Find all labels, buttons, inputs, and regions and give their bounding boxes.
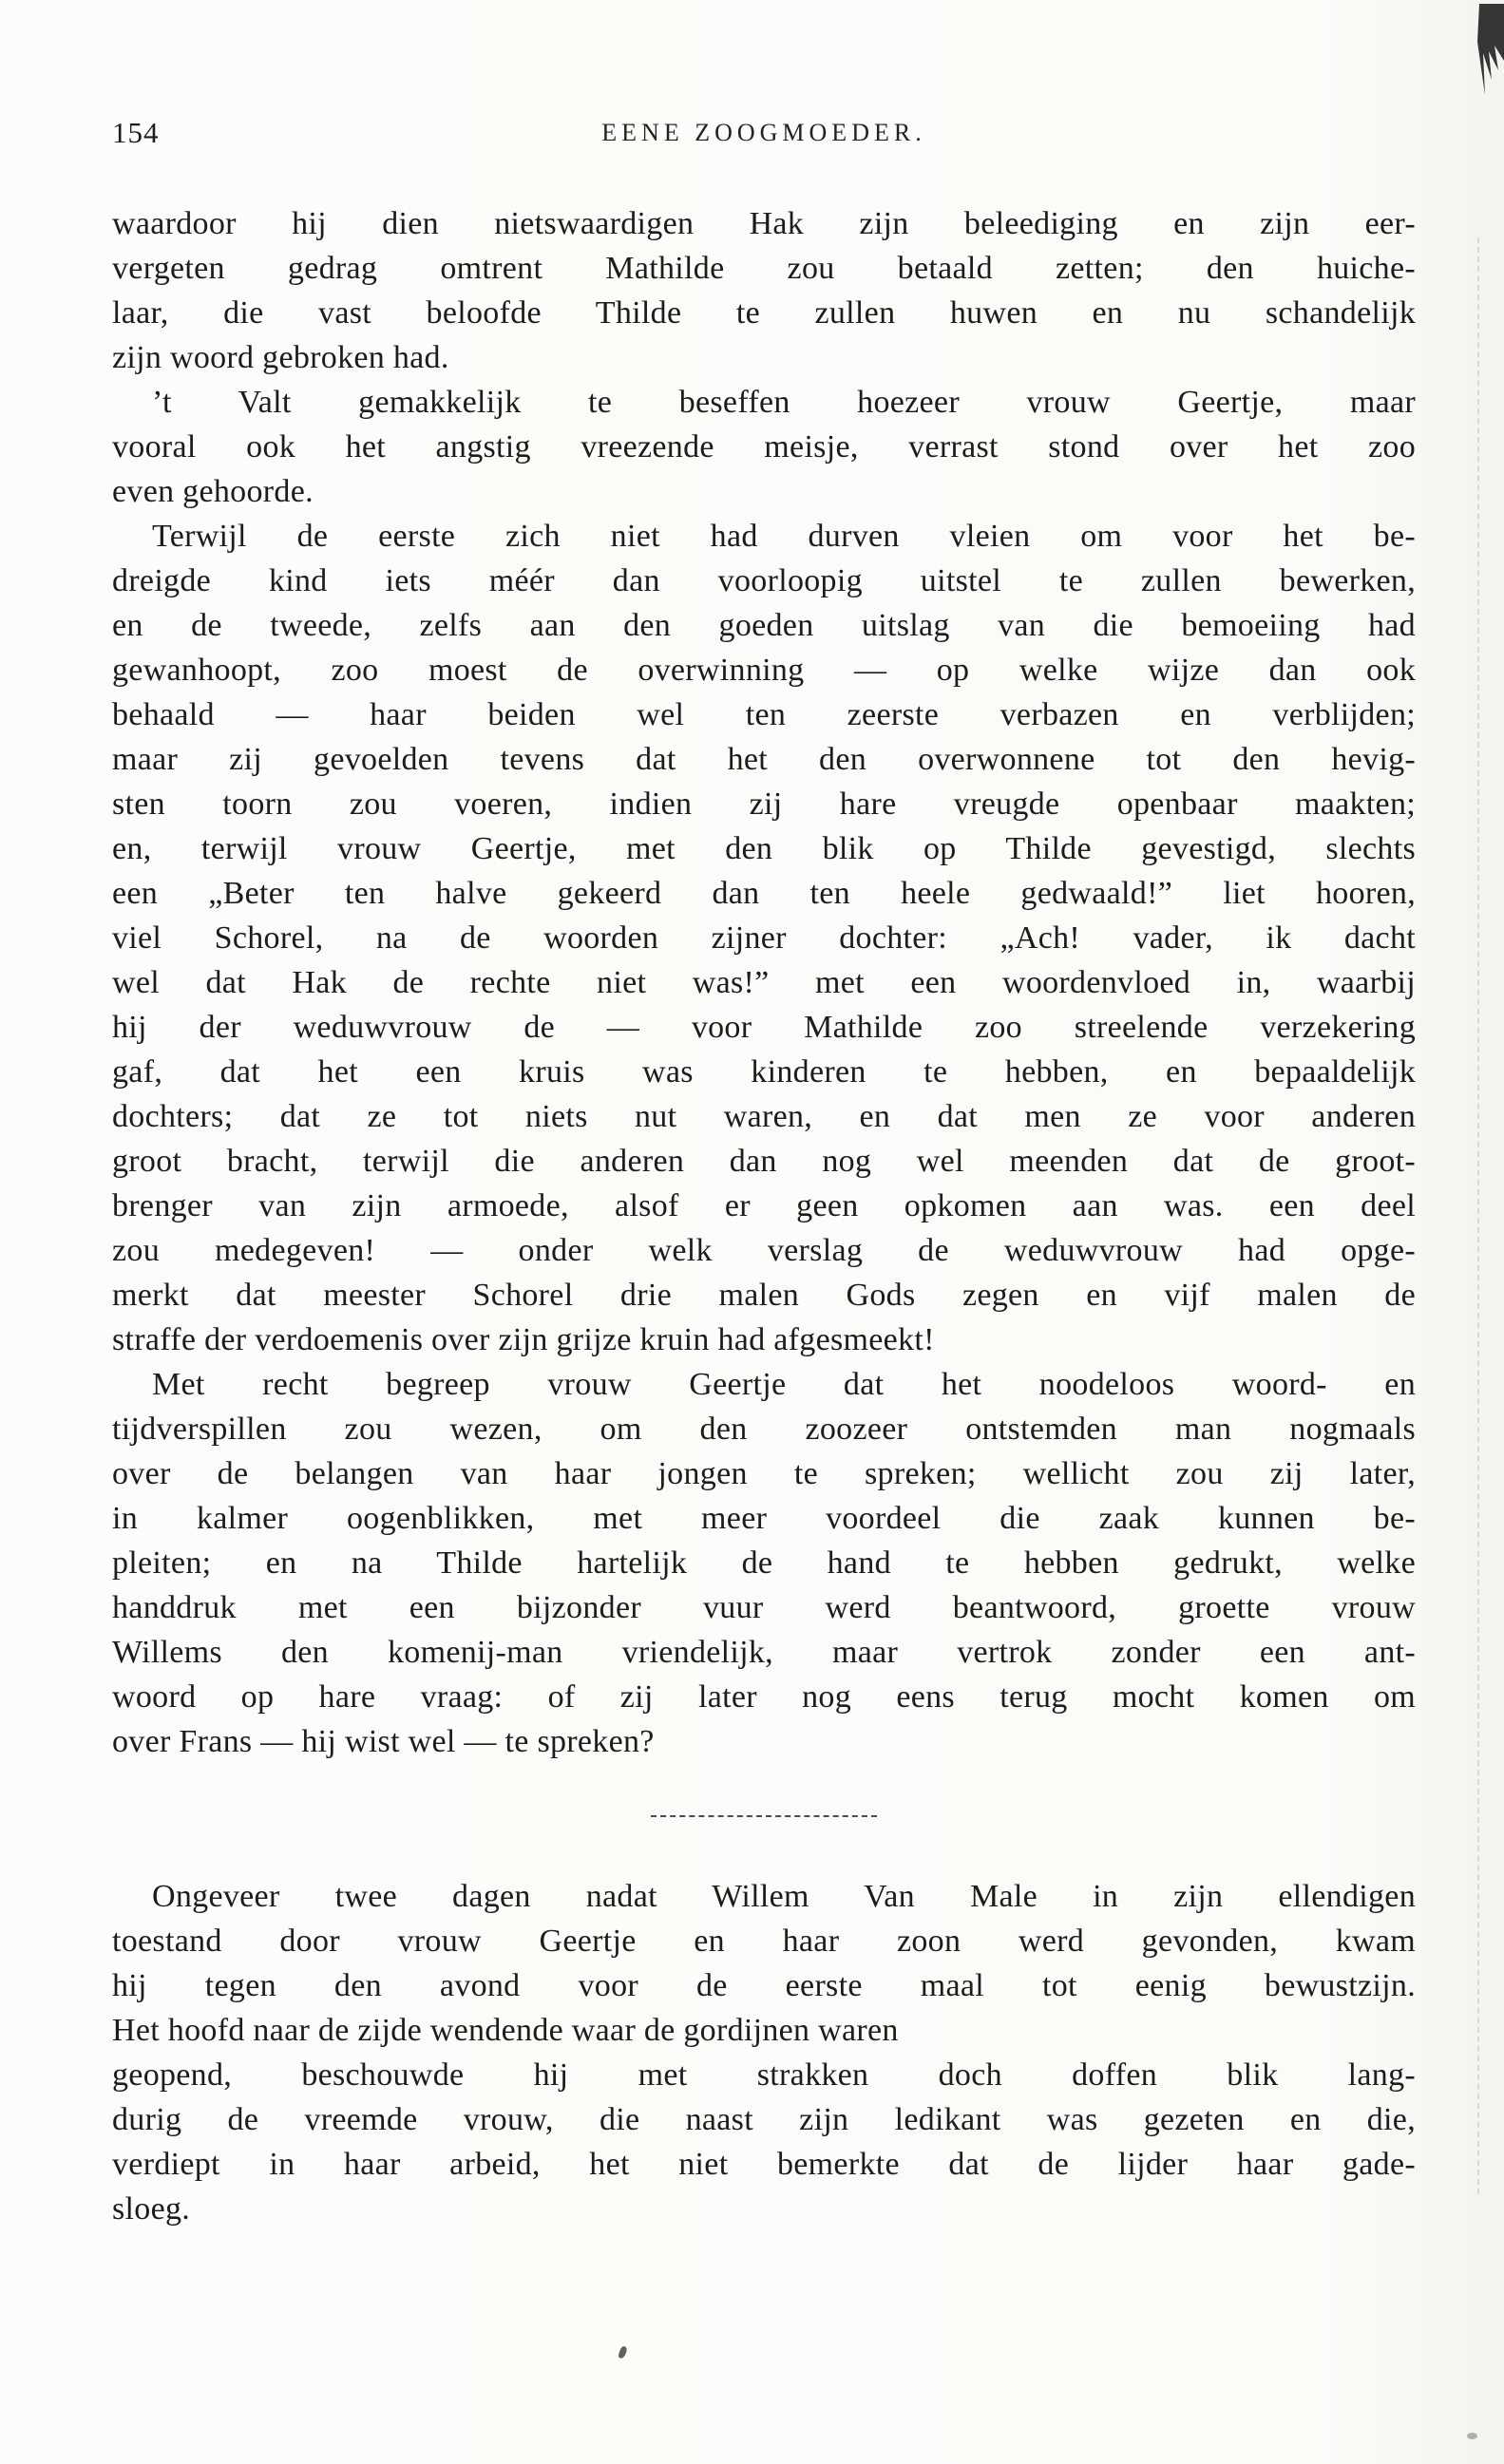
text-line: Willems den komenij-man vriendelijk, maar vertrok zonder een ant- (112, 1635, 1416, 1670)
text-line: straffe der verdoemenis over zijn grijze kruin had afgesmeekt! (112, 1322, 935, 1357)
scan-speck (618, 2345, 628, 2360)
text-line: zijn woord gebroken had. (112, 340, 449, 375)
text-line: handdruk met een bijzonder vuur werd beantwoord, groette vrouw (112, 1590, 1416, 1625)
text-line: pleiten; en na Thilde hartelijk de hand te hebben gedrukt, welke (112, 1545, 1416, 1581)
paragraph (112, 514, 1416, 1362)
scan-edge-marks (1477, 237, 1479, 2194)
text-line: Het hoofd naar de zijde wendende waar de gordijnen waren (112, 2013, 899, 2048)
text-line: tijdverspillen zou wezen, om den zoozeer ontstemden man nogmaals (112, 1412, 1416, 1447)
text-line: in kalmer oogenblikken, met meer voordeel die zaak kunnen be- (112, 1501, 1416, 1536)
text-line: wel dat Hak de rechte niet was!” met een woordenvloed in, waarbij (112, 965, 1416, 1000)
text-line: maar zij gevoelden tevens dat het den overwonnene tot den hevig- (112, 742, 1416, 777)
text-line: dochters; dat ze tot niets nut waren, en dat men ze voor anderen (112, 1099, 1416, 1134)
text-line: brenger van zijn armoede, alsof er geen opkomen aan was. een deel (112, 1188, 1416, 1223)
text-line: over de belangen van haar jongen te spreken; wellicht zou zij later, (112, 1456, 1416, 1491)
text-line: ’t Valt gemakkelijk te beseffen hoezeer vrouw Geertje, maar (152, 385, 1416, 420)
text-line: verdiept in haar arbeid, het niet bemerkte dat de lijder haar gade- (112, 2147, 1416, 2182)
text-line: laar, die vast beloofde Thilde te zullen huwen en nu schandelijk (112, 295, 1416, 331)
text-line: sloeg. (112, 2191, 191, 2227)
text-line: hij tegen den avond voor de eerste maal tot eenig bewustzijn. (112, 1968, 1416, 2003)
text-line: viel Schorel, na de woorden zijner dochter: „Ach! vader, ik dacht (112, 920, 1416, 956)
text-line: vooral ook het angstig vreezende meisje, verrast stond over het zoo (112, 429, 1416, 464)
text-line: over Frans — hij wist wel — te spreken? (112, 1724, 655, 1759)
text-line: Met recht begreep vrouw Geertje dat het noodeloos woord- en (152, 1367, 1416, 1402)
scan-speck (1467, 2433, 1477, 2439)
text-line: dreigde kind iets méér dan voorloopig uitstel te zullen bewerken, (112, 563, 1416, 598)
text-line: gaf, dat het een kruis was kinderen te hebben, en bepaaldelijk (112, 1054, 1416, 1090)
text-line: Ongeveer twee dagen nadat Willem Van Male in zijn ellendigen (152, 1879, 1416, 1914)
text-line: waardoor hij dien nietswaardigen Hak zijn beleediging en zijn eer- (112, 206, 1416, 241)
text-line: sten toorn zou voeren, indien zij hare vreugde openbaar maakten; (112, 787, 1416, 822)
paragraph (112, 1874, 1416, 2053)
text-line: even gehoorde. (112, 474, 314, 509)
text-line: behaald — haar beiden wel ten zeerste verbazen en verblijden; (112, 697, 1416, 732)
text-line: merkt dat meester Schorel drie malen Gods zegen en vijf malen de (112, 1278, 1416, 1313)
text-line: geopend, beschouwde hij met strakken doch doffen blik lang- (112, 2057, 1416, 2093)
text-line: en de tweede, zelfs aan den goeden uitslag van die bemoeiing had (112, 608, 1416, 643)
paragraph (112, 2053, 1416, 2231)
text-block (112, 110, 1416, 2231)
section-break-rule (651, 1815, 877, 1817)
page-header (112, 110, 1416, 154)
page-number: 154 (112, 116, 160, 149)
text-line: hij der weduwvrouw de — voor Mathilde zoo streelende verzekering (112, 1010, 1416, 1045)
paragraph (112, 380, 1416, 514)
text-line: durig de vreemde vrouw, die naast zijn ledikant was gezeten en die, (112, 2102, 1416, 2137)
text-line: toestand door vrouw Geertje en haar zoon werd gevonden, kwam (112, 1924, 1416, 1959)
paragraph (112, 1362, 1416, 1764)
text-line: Terwijl de eerste zich niet had durven vleien om voor het be- (152, 519, 1416, 554)
text-line: gewanhoopt, zoo moest de overwinning — op welke wijze dan ook (112, 653, 1416, 688)
paragraph (112, 201, 1416, 380)
running-title: EENE ZOOGMOEDER. (601, 119, 926, 146)
scan-smudge-corner (1466, 4, 1504, 95)
text-line: en, terwijl vrouw Geertje, met den blik op Thilde gevestigd, slechts (112, 831, 1416, 866)
text-line: een „Beter ten halve gekeerd dan ten heele gedwaald!” liet hooren, (112, 876, 1416, 911)
text-line: vergeten gedrag omtrent Mathilde zou betaald zetten; den huiche- (112, 251, 1416, 286)
text-line: groot bracht, terwijl die anderen dan nog wel meenden dat de groot- (112, 1144, 1416, 1179)
text-line: zou medegeven! — onder welk verslag de weduwvrouw had opge- (112, 1233, 1416, 1268)
text-line: woord op hare vraag: of zij later nog eens terug mocht komen om (112, 1679, 1416, 1715)
